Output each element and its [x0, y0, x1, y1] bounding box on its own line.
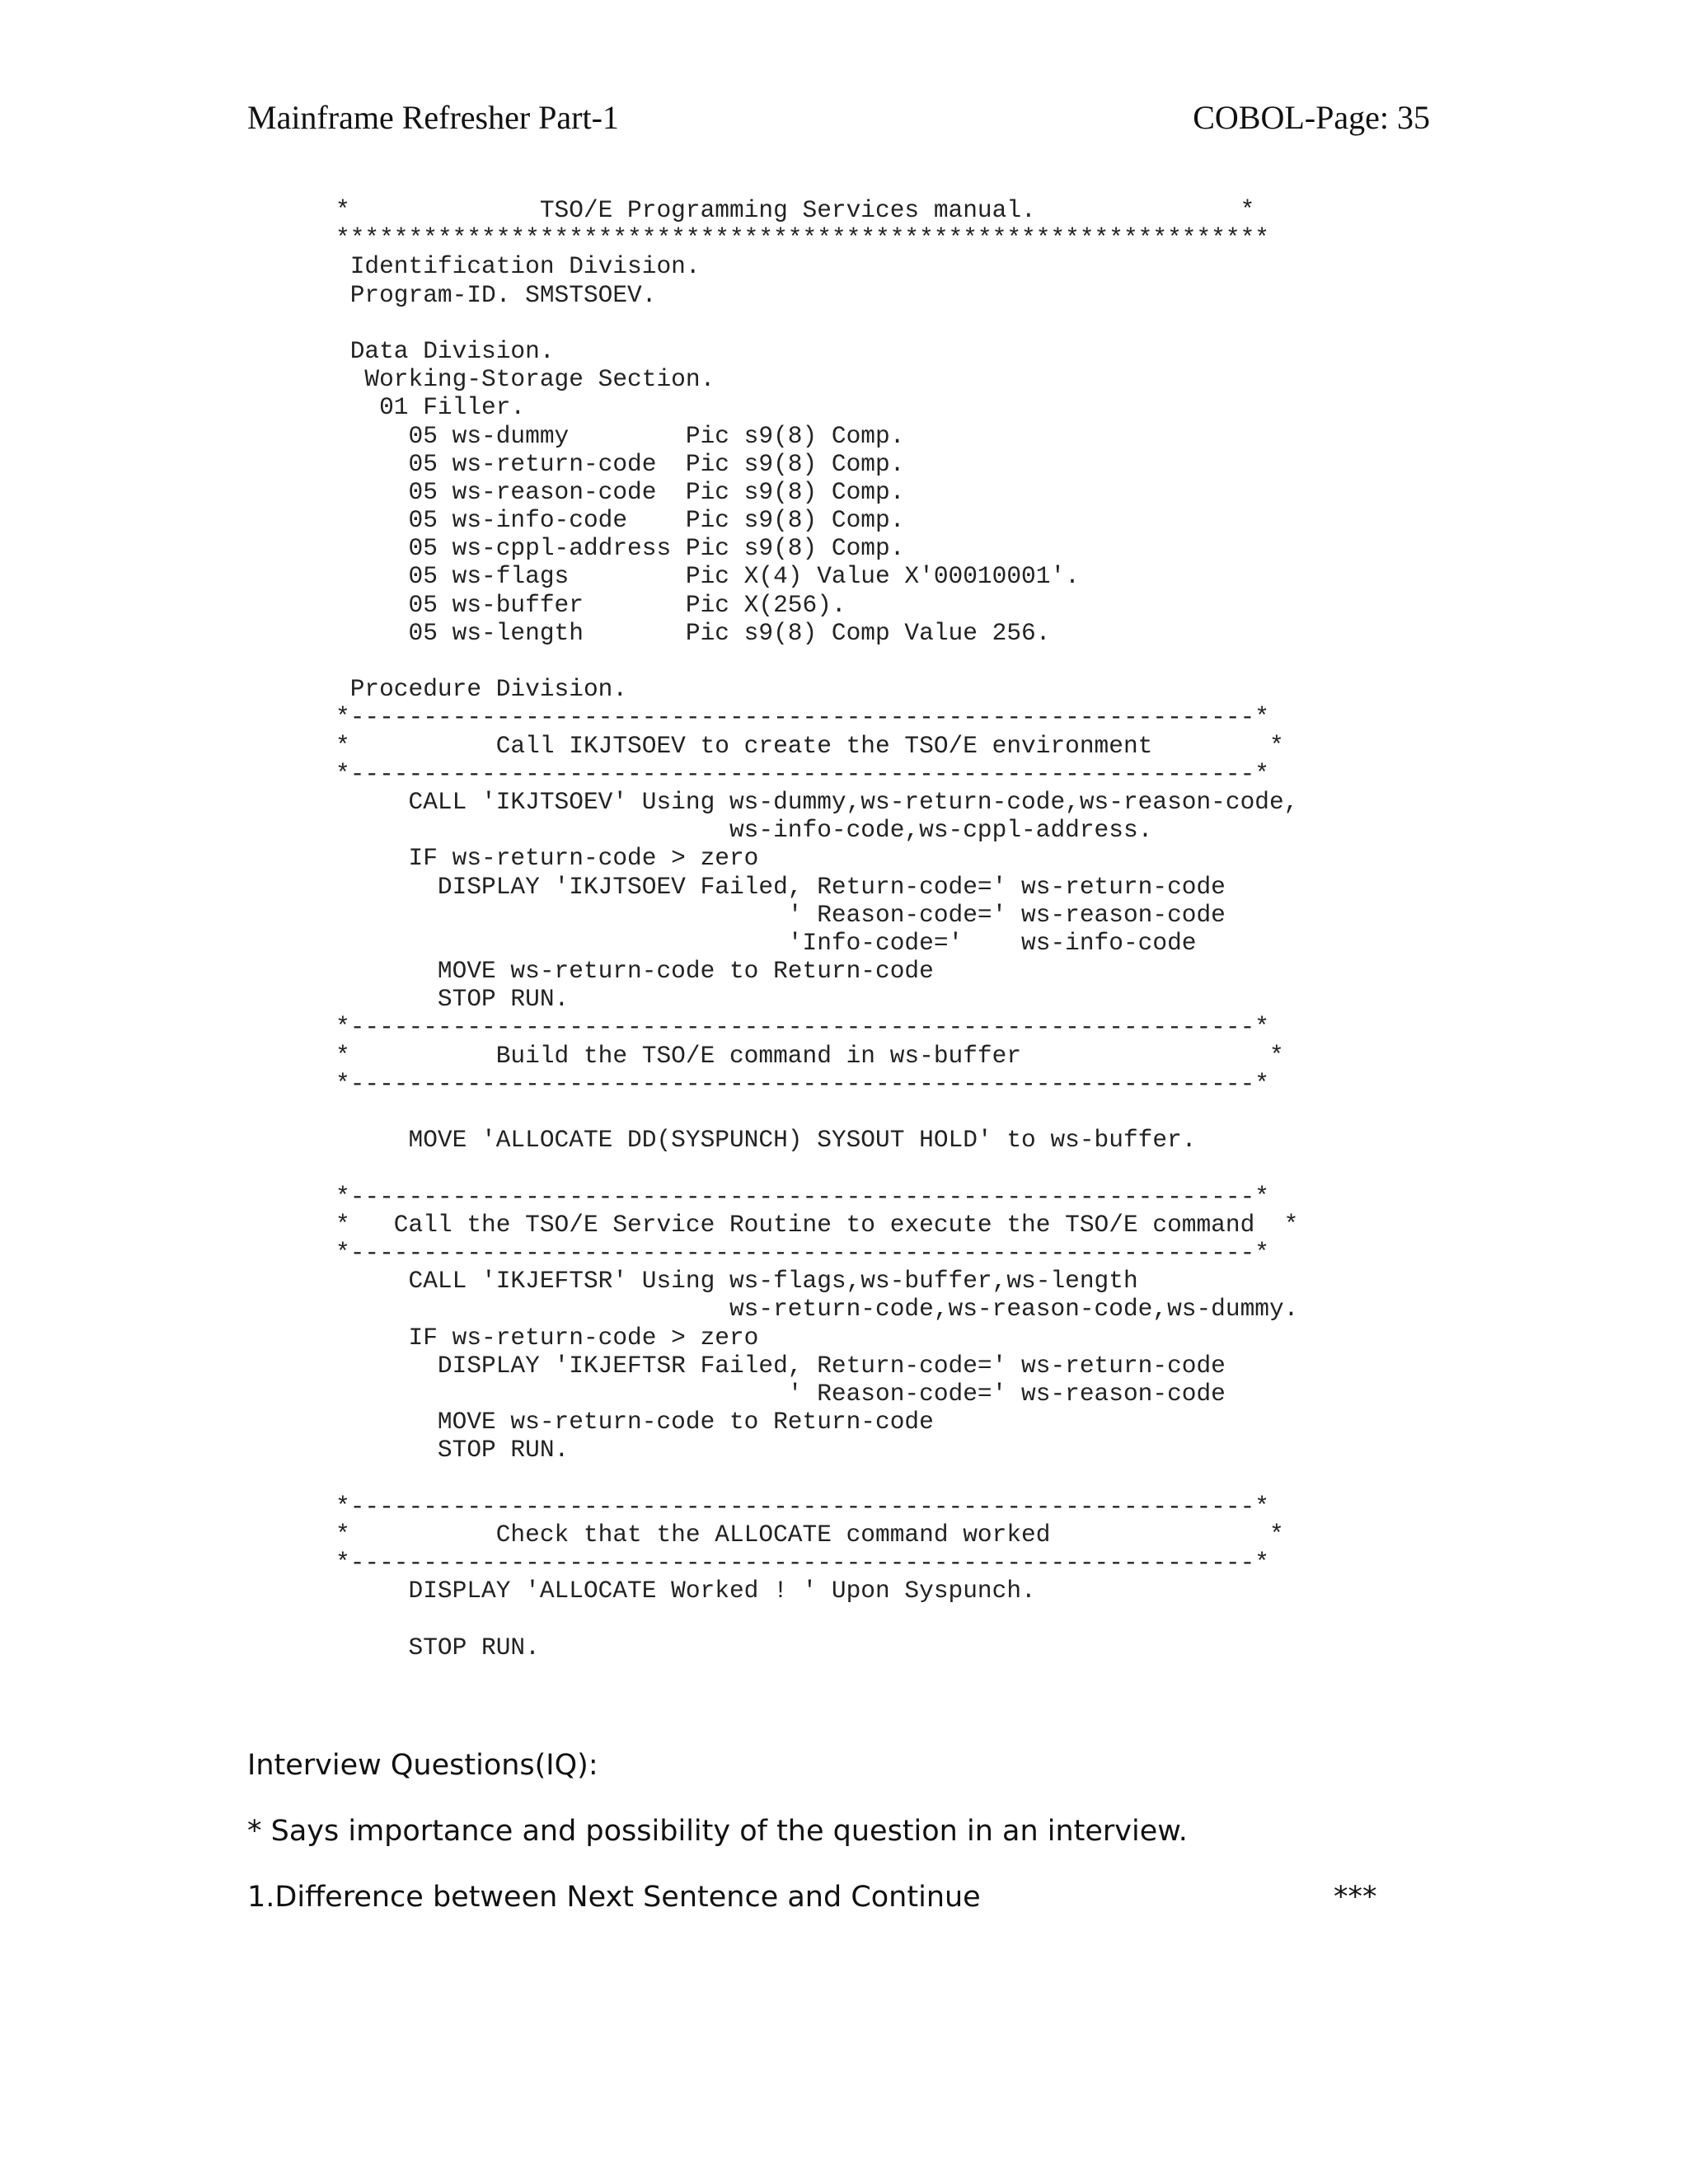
cobol-code-listing	[335, 196, 1298, 1661]
code-line: * Call IKJTSOEV to create the TSO/E environment *	[335, 731, 1284, 760]
code-line: IF ws-return-code > zero	[335, 844, 759, 873]
code-line: Data Division.	[335, 336, 555, 365]
question-1: 1.Difference between Next Sentence and Continue	[247, 1881, 981, 1914]
importance-note: * Says importance and possibility of the question in an interview.	[247, 1815, 1188, 1848]
code-line: 05 ws-return-code Pic s9(8) Comp.	[335, 449, 905, 478]
interview-questions-heading: Interview Questions(IQ):	[247, 1749, 598, 1782]
code-line: 05 ws-length Pic s9(8) Comp Value 256.	[335, 618, 1051, 647]
code-line: STOP RUN.	[335, 1436, 570, 1465]
page-header-title: Mainframe Refresher Part-1	[247, 99, 619, 136]
code-line: 05 ws-dummy Pic s9(8) Comp.	[335, 421, 905, 450]
code-line: *--------------------------------------------------------------*	[335, 703, 1269, 732]
code-line: *--------------------------------------------------------------*	[335, 1013, 1269, 1042]
code-line: *--------------------------------------------------------------*	[335, 1492, 1269, 1521]
code-line: *--------------------------------------------------------------*	[335, 759, 1269, 788]
code-line	[335, 309, 1298, 337]
code-line: * Build the TSO/E command in ws-buffer *	[335, 1041, 1284, 1070]
code-line: 05 ws-reason-code Pic s9(8) Comp.	[335, 477, 905, 506]
code-line: ws-info-code,ws-cppl-address.	[335, 816, 1153, 845]
code-line: 'Info-code=' ws-info-code	[335, 928, 1197, 957]
code-line	[335, 1098, 1298, 1126]
code-line: *--------------------------------------------------------------*	[335, 1182, 1269, 1211]
code-line	[335, 1464, 1298, 1492]
code-line: ' Reason-code=' ws-reason-code	[335, 900, 1226, 929]
code-line: 05 ws-buffer Pic X(256).	[335, 590, 846, 619]
code-line: Program-ID. SMSTSOEV.	[335, 280, 657, 309]
code-line: ' Reason-code=' ws-reason-code	[335, 1379, 1226, 1408]
code-line: * TSO/E Programming Services manual. *	[335, 196, 1255, 224]
code-line: *--------------------------------------------------------------*	[335, 1069, 1269, 1098]
code-line: STOP RUN.	[335, 985, 570, 1014]
code-line: 05 ws-info-code Pic s9(8) Comp.	[335, 506, 905, 535]
code-line: Identification Division.	[335, 252, 701, 281]
code-line: STOP RUN.	[335, 1633, 540, 1661]
code-line: Working-Storage Section.	[335, 365, 715, 394]
code-line	[335, 647, 1298, 675]
code-line: CALL 'IKJTSOEV' Using ws-dummy,ws-return-code,ws-reason-code,	[335, 787, 1299, 816]
code-line: *--------------------------------------------------------------*	[335, 1238, 1269, 1267]
code-line: Procedure Division.	[335, 675, 628, 704]
code-line: *--------------------------------------------------------------*	[335, 1549, 1269, 1577]
code-line: * Call the TSO/E Service Routine to execute the TSO/E command *	[335, 1210, 1299, 1239]
code-line: MOVE ws-return-code to Return-code	[335, 1408, 934, 1436]
code-line: DISPLAY 'IKJTSOEV Failed, Return-code=' ws-return-code	[335, 872, 1226, 901]
code-line	[335, 1154, 1298, 1182]
code-line: IF ws-return-code > zero	[335, 1323, 759, 1352]
page-number: COBOL-Page: 35	[1193, 99, 1430, 136]
code-line: 05 ws-flags Pic X(4) Value X'00010001'.	[335, 562, 1080, 591]
code-line: 05 ws-cppl-address Pic s9(8) Comp.	[335, 534, 905, 563]
code-line: 01 Filler.	[335, 393, 526, 422]
code-line: * Check that the ALLOCATE command worked *	[335, 1520, 1284, 1549]
question-1-rating: ***	[1334, 1881, 1377, 1914]
code-line: CALL 'IKJEFTSR' Using ws-flags,ws-buffer,ws-length	[335, 1267, 1138, 1296]
code-line: ws-return-code,ws-reason-code,ws-dummy.	[335, 1295, 1299, 1324]
code-line: DISPLAY 'ALLOCATE Worked ! ' Upon Syspunch.	[335, 1577, 1036, 1605]
code-line: DISPLAY 'IKJEFTSR Failed, Return-code=' ws-return-code	[335, 1351, 1226, 1380]
code-line: MOVE ws-return-code to Return-code	[335, 957, 934, 986]
code-line: MOVE 'ALLOCATE DD(SYSPUNCH) SYSOUT HOLD' to ws-buffer.	[335, 1126, 1197, 1155]
code-line: ****************************************************************	[335, 224, 1269, 253]
code-line	[335, 1605, 1298, 1633]
